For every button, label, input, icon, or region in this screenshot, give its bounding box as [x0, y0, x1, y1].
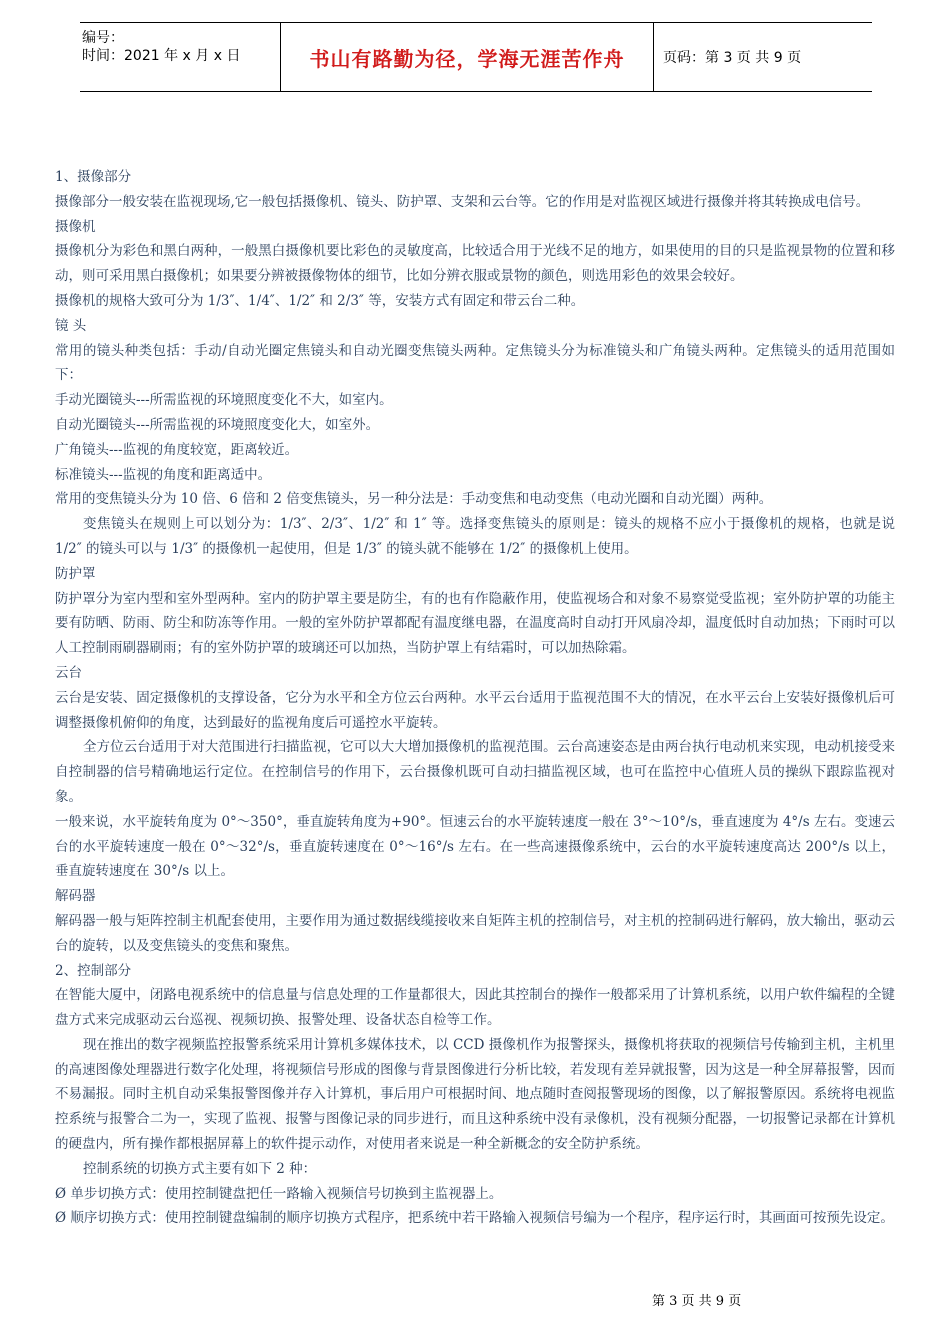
paragraph: 解码器: [55, 888, 96, 905]
paragraph: 现在推出的数字视频监控报警系统采用计算机多媒体技术，以 CCD 摄像机作为报警探头，摄像机将获取的视频信号传输到主机，主机里的高速图像处理器进行数字化处理，将视频信号形成的图像与背景图像进行分析比较，若发现有差异就报警，因为这是一种全屏幕报警，因而不易漏报。同时主机自动采集报警图像并存入计算机，事后用户可根据时间、地点随时查阅报警现场的图像，以了解报警原因。系统将电视监控系统与报警合二为一，实现了监视、报警与图像记录的同步进行，而且这种系统中没有录像机，没有视频分配器，一切报警记录都在计算机的硬盘内，所有操作都根据屏幕上的软件提示动作，对使用者来说是一种全新概念的安全防护系统。: [55, 1036, 895, 1153]
header-time-label: 时间：2021 年 x 月 x 日: [82, 48, 241, 64]
header-page-label: 页码：第 3 页 共 9 页: [663, 50, 802, 66]
paragraph: 云台: [55, 664, 82, 681]
paragraph: 1、摄像部分: [55, 169, 132, 185]
header-meta: [80, 23, 280, 91]
paragraph: 自动光圈镜头---所需监视的环境照度变化大，如室外。: [55, 416, 380, 433]
header-number-label: 编号：: [82, 30, 124, 46]
paragraph: 广角镜头---监视的角度较宽，距离较近。: [55, 441, 299, 458]
paragraph: 控制系统的切换方式主要有如下 2 种：: [83, 1160, 317, 1177]
paragraph: 全方位云台适用于对大范围进行扫描监视，它可以大大增加摄像机的监视范围。云台高速姿态是由两台执行电动机来实现，电动机接受来自控制器的信号精确地运行定位。在控制信号的作用下，云台摄像机既可自动扫描监视区域，也可在监控中心值班人员的操纵下跟踪监视对象。: [55, 739, 895, 805]
header-motto: 书山有路勤为径，学海无涯苦作舟: [280, 23, 654, 91]
paragraph: 摄像部分一般安装在监视现场,它一般包括摄像机、镜头、防护罩、支架和云台等。它的作用是对监视区域进行摄像并将其转换成电信号。: [55, 193, 870, 210]
paragraph: 常用的变焦镜头分为 10 倍、6 倍和 2 倍变焦镜头，另一种分法是：手动变焦和电动变焦（电动光圈和自动光圈）两种。: [55, 491, 773, 508]
paragraph: 摄像机: [55, 218, 96, 235]
paragraph: 镜 头: [55, 317, 87, 334]
paragraph: 防护罩: [55, 565, 96, 582]
paragraph: Ø 单步切换方式：使用控制键盘把任一路输入视频信号切换到主监视器上。: [55, 1185, 503, 1202]
paragraph: 手动光圈镜头---所需监视的环境照度变化不大，如室内。: [55, 392, 393, 409]
paragraph: 2、控制部分: [55, 962, 132, 979]
paragraph: 防护罩分为室内型和室外型两种。室内的防护罩主要是防尘，有的也有作隐蔽作用，使监视场合和对象不易察觉受监视；室外防护罩的功能主要有防晒、防雨、防尘和防冻等作用。一般的室外防护罩都配有温度继电器，在温度高时自动打开风扇冷却，温度低时自动加热；下雨时可以人工控制雨刷器刷雨；有的室外防护罩的玻璃还可以加热，当防护罩上有结霜时，可以加热除霜。: [55, 590, 895, 657]
paragraph: 解码器一般与矩阵控制主机配套使用，主要作用为通过数据线缆接收来自矩阵主机的控制信号，对主机的控制码进行解码，放大输出，驱动云台的旋转，以及变焦镜头的变焦和聚焦。: [55, 912, 895, 954]
paragraph: 变焦镜头在规则上可以划分为：1/3″、2/3″、1/2″ 和 1″ 等。选择变焦镜头的原则是：镜头的规格不应小于摄像机的规格，也就是说 1/2″ 的镜头可以与 1/3″ 的摄像机一起使用，但是 1/3″ 的镜头就不能够在 1/2″ 的摄像机上使用。: [55, 516, 895, 557]
paragraph: 摄像机分为彩色和黑白两种，一般黑白摄像机要比彩色的灵敏度高，比较适合用于光线不足的地方，如果使用的目的只是监视景物的位置和移动，则可采用黑白摄像机；如果要分辨被摄像物体的细节，比如分辨衣服或景物的颜色，则选用彩色的效果会较好。: [55, 243, 895, 285]
page-header: [80, 22, 872, 92]
paragraph: Ø 顺序切换方式：使用控制键盘编制的顺序切换方式程序，把系统中若干路输入视频信号编为一个程序，程序运行时，其画面可按预先设定。: [55, 1210, 894, 1227]
paragraph: 云台是安装、固定摄像机的支撑设备，它分为水平和全方位云台两种。水平云台适用于监视范围不大的情况，在水平云台上安装好摄像机后可调整摄像机俯仰的角度，达到最好的监视角度后可遥控水平旋转。: [55, 689, 895, 731]
page-footer: 第 3 页 共 9 页: [652, 1294, 742, 1309]
paragraph: 一般来说，水平旋转角度为 0°～350°，垂直旋转角度为+90°。恒速云台的水平旋转速度一般在 3°～10°/s，垂直速度为 4°/s 左右。变速云台的水平旋转速度一般在 0°～32°/s，垂直旋转速度在 0°～16°/s 左右。在一些高速摄像系统中，云台的水平旋转速度高达 200°/s 以上，垂直旋转速度在 30°/s 以上。: [55, 813, 895, 880]
paragraph: 摄像机的规格大致可分为 1/3″、1/4″、1/2″ 和 2/3″ 等，安装方式有固定和带云台二种。: [55, 292, 585, 309]
paragraph: 标准镜头---监视的角度和距离适中。: [55, 466, 272, 483]
paragraph: 常用的镜头种类包括：手动/自动光圈定焦镜头和自动光圈变焦镜头两种。定焦镜头分为标准镜头和广角镜头两种。定焦镜头的适用范围如下：: [55, 342, 895, 384]
paragraph: 在智能大厦中，闭路电视系统中的信息量与信息处理的工作量都很大，因此其控制台的操作一般都采用了计算机系统，以用户软件编程的全键盘方式来完成驱动云台巡视、视频切换、报警处理、设备状态自检等工作。: [55, 987, 895, 1029]
document-body: [55, 165, 895, 1231]
